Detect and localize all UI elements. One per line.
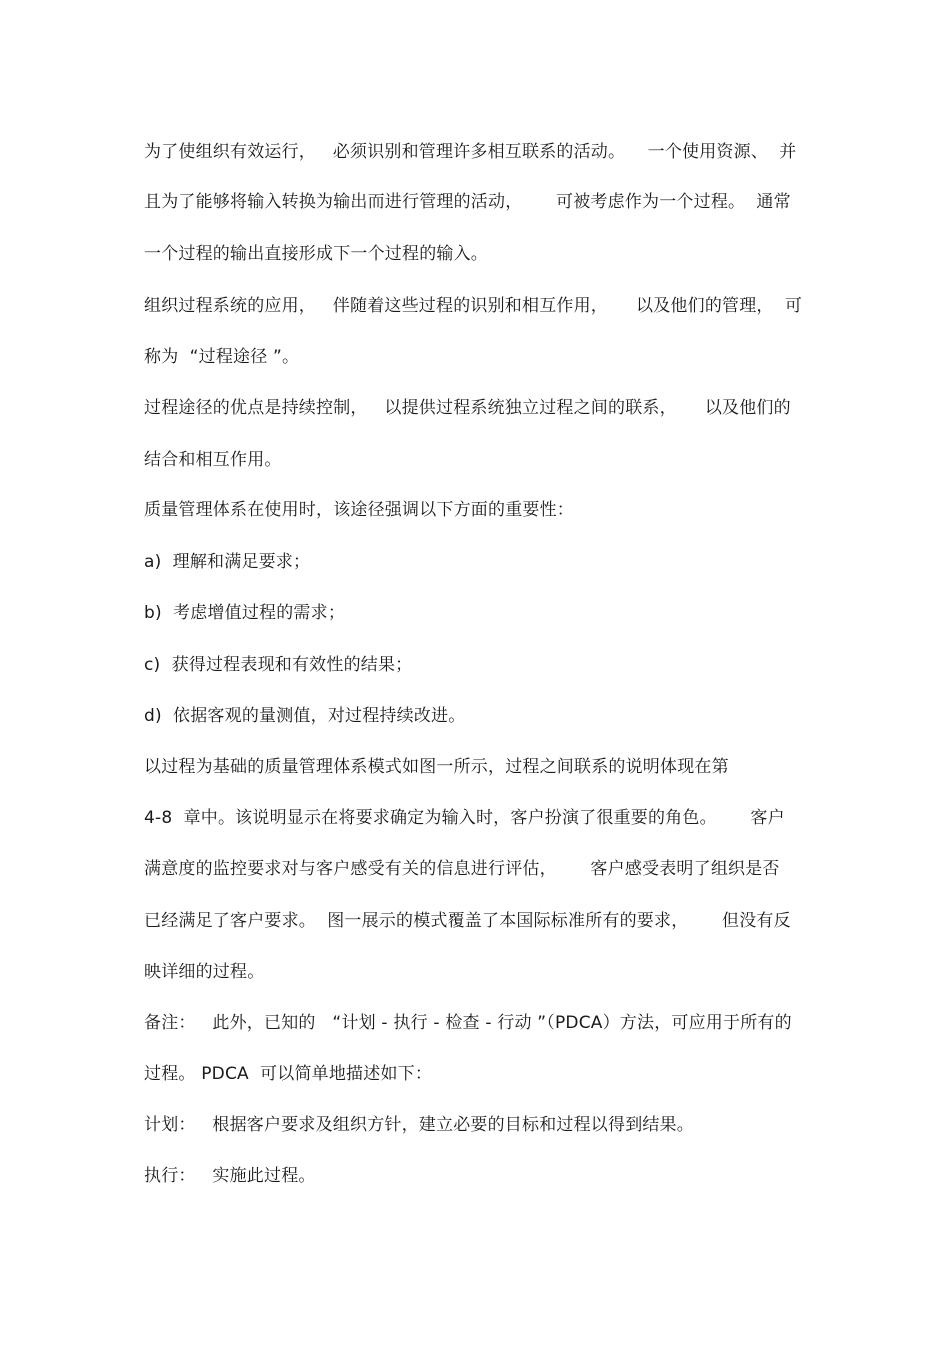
list-item-b: b) 考虑增值过程的需求； bbox=[144, 603, 346, 623]
list-item-d: d) 依据客观的量测值，对过程持续改进。 bbox=[144, 706, 466, 726]
text-line-2: 且为了能够将输入转换为输出而进行管理的活动， 可被考虑作为一个过程。 通常 bbox=[144, 192, 791, 212]
text-line-17: 映详细的过程。 bbox=[144, 962, 265, 982]
text-line-7: 结合和相互作用。 bbox=[144, 450, 282, 470]
note-line-2: 过程。 PDCA 可以简单地描述如下： bbox=[144, 1064, 433, 1084]
do-line: 执行： 实施此过程。 bbox=[144, 1166, 316, 1186]
text-line-5: 称为 “过程途径 ”。 bbox=[144, 347, 300, 367]
text-line-13: 以过程为基础的质量管理体系模式如图一所示，过程之间联系的说明体现在第 bbox=[144, 757, 729, 777]
text-line-16: 已经满足了客户要求。 图一展示的模式覆盖了本国际标准所有的要求， 但没有反 bbox=[144, 911, 791, 931]
list-item-a: a) 理解和满足要求； bbox=[144, 552, 311, 572]
text-line-14: 4-8 章中。该说明显示在将要求确定为输入时，客户扮演了很重要的角色。 客户 bbox=[144, 808, 785, 828]
text-line-1: 为了使组织有效运行， 必须识别和管理许多相互联系的活动。 一个使用资源、 并 bbox=[144, 142, 797, 162]
text-line-6: 过程途径的优点是持续控制， 以提供过程系统独立过程之间的联系， 以及他们的 bbox=[144, 398, 791, 418]
plan-line: 计划： 根据客户要求及组织方针，建立必要的目标和过程以得到结果。 bbox=[144, 1115, 695, 1135]
text-line-3: 一个过程的输出直接形成下一个过程的输入。 bbox=[144, 244, 488, 264]
list-item-c: c) 获得过程表现和有效性的结果； bbox=[144, 655, 413, 675]
text-line-15: 满意度的监控要求对与客户感受有关的信息进行评估， 客户感受表明了组织是否 bbox=[144, 859, 780, 879]
text-line-8: 质量管理体系在使用时，该途径强调以下方面的重要性： bbox=[144, 500, 574, 520]
text-line-4: 组织过程系统的应用， 伴随着这些过程的识别和相互作用， 以及他们的管理， 可 bbox=[144, 296, 803, 316]
note-line-1: 备注： 此外，已知的 “计划 - 执行 - 检查 - 行动 ”（PDCA）方法，可应用于所有的 bbox=[144, 1013, 792, 1033]
